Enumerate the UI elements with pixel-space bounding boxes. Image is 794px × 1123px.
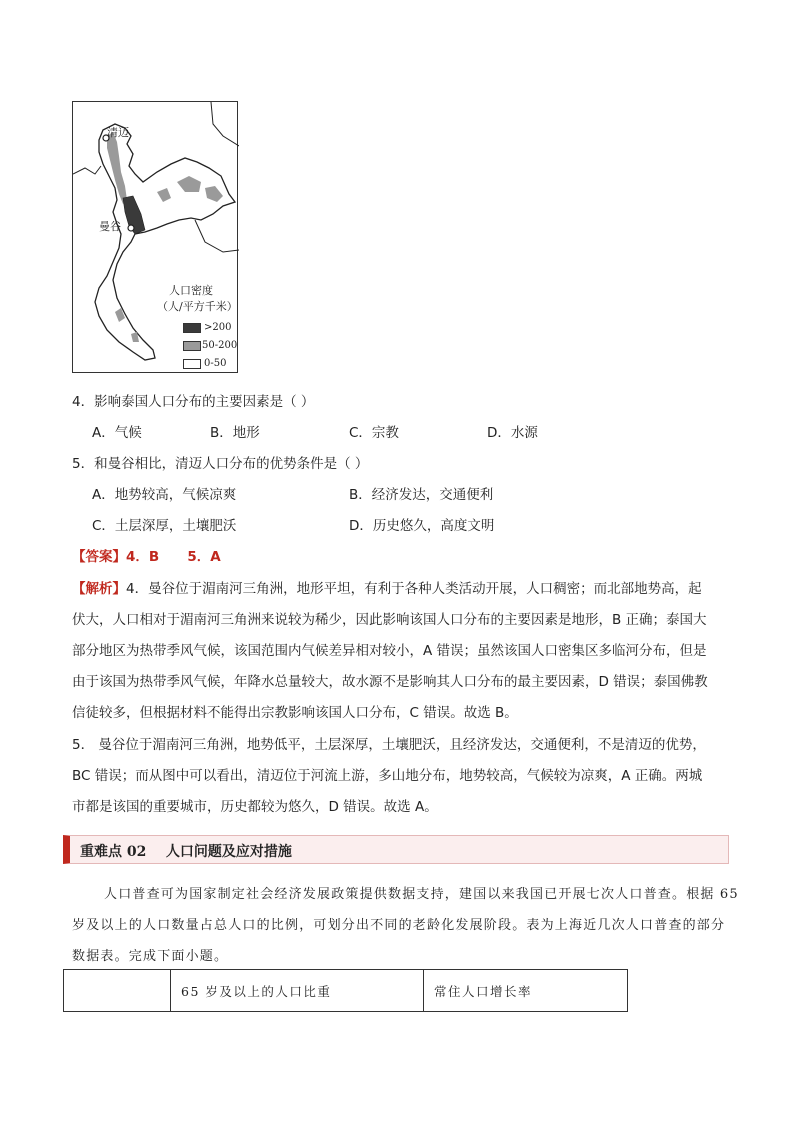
table-header-cell-empty bbox=[64, 970, 171, 1012]
passage-line-2: 岁及以上的人口数量占总人口的比例，可划分出不同的老龄化发展阶段。表为上海近几次人口普查的部分 bbox=[72, 918, 726, 933]
legend-swatch-high bbox=[183, 323, 201, 333]
section-header bbox=[63, 835, 729, 864]
q5-option-c: C．土层深厚，土壤肥沃 bbox=[92, 518, 237, 534]
census-data-table bbox=[63, 969, 628, 1012]
analysis-line-1 bbox=[72, 579, 724, 599]
table-header-cell-growth-rate: 常住人口增长率 bbox=[424, 970, 628, 1012]
border-west bbox=[73, 166, 101, 174]
analysis-line-7: BC 错误；而从图中可以看出，清迈位于河流上游，多山地分布，地势较高，气候较为凉爽，A 正确。两城 bbox=[72, 768, 703, 784]
city-label-bangkok: 曼谷 bbox=[99, 220, 121, 233]
q5-option-b: B．经济发达，交通便利 bbox=[349, 487, 494, 503]
border-northeast bbox=[211, 102, 239, 146]
q4-stem: 4．影响泰国人口分布的主要因素是（ ） bbox=[72, 394, 315, 410]
legend-swatch-mid bbox=[183, 341, 201, 351]
q5-stem: 5．和曼谷相比，清迈人口分布的优势条件是（ ） bbox=[72, 456, 369, 472]
analysis-line-5: 信徒较多，但根据材料不能得出宗教影响该国人口分布，C 错误。故选 B。 bbox=[72, 705, 518, 721]
q4-option-c: C．宗教 bbox=[349, 425, 399, 441]
analysis-text-1: 4．曼谷位于湄南河三角洲，地形平坦，有利于各种人类活动开展，人口稠密；而北部地势高，起 bbox=[126, 581, 702, 597]
q4-option-b: B．地形 bbox=[210, 425, 260, 441]
city-label-chiang-mai: 清迈 bbox=[107, 126, 129, 139]
passage-line-3: 数据表。完成下面小题。 bbox=[72, 949, 229, 964]
bangkok-marker bbox=[128, 225, 134, 231]
table-header-row bbox=[64, 970, 628, 1012]
q5-option-a: A．地势较高，气候凉爽 bbox=[92, 487, 237, 503]
q4-option-d: D．水源 bbox=[487, 425, 538, 441]
thailand-population-map bbox=[72, 101, 238, 373]
legend-unit: （人/平方千米） bbox=[157, 300, 238, 313]
legend-label-high: >200 bbox=[204, 322, 232, 333]
table-header-cell-elderly-ratio: 65 岁及以上的人口比重 bbox=[171, 970, 424, 1012]
analysis-tag: 【解析】 bbox=[72, 581, 126, 597]
analysis-line-8: 市都是该国的重要城市，历史都较为悠久，D 错误。故选 A。 bbox=[72, 799, 438, 815]
border-east bbox=[195, 220, 239, 252]
q5-option-d: D．历史悠久，高度文明 bbox=[349, 518, 495, 534]
answer-tag: 【答案】 bbox=[72, 549, 126, 565]
legend-label-mid: 50-200 bbox=[202, 340, 238, 351]
analysis-line-3: 部分地区为热带季风气候，该国范围内气候差异相对较小，A 错误；虽然该国人口密集区多临河分布，但是 bbox=[72, 643, 707, 659]
answer-text: 4．B 5．A bbox=[126, 549, 221, 565]
analysis-line-4: 由于该国为热带季风气候，年降水总量较大，故水源不是影响其人口分布的最主要因素，D 错误；泰国佛教 bbox=[72, 674, 708, 690]
analysis-line-2: 伏大，人口相对于湄南河三角洲来说较为稀少，因此影响该国人口分布的主要因素是地形，B 正确；泰国大 bbox=[72, 612, 707, 628]
answer-line bbox=[72, 547, 221, 567]
analysis-line-6: 5． 曼谷位于湄南河三角洲，地势低平，土层深厚，土壤肥沃，且经济发达，交通便利，不是清迈的优势， bbox=[72, 737, 706, 753]
legend-title: 人口密度 bbox=[169, 284, 213, 297]
legend-label-low: 0-50 bbox=[204, 358, 227, 369]
q4-option-a: A．气候 bbox=[92, 425, 142, 441]
legend-swatch-low bbox=[183, 359, 201, 369]
map-graphic bbox=[73, 102, 239, 374]
section-title: 重难点 02 人口问题及应对措施 bbox=[80, 844, 292, 860]
passage-line-1: 人口普查可为国家制定社会经济发展政策提供数据支持，建国以来我国已开展七次人口普查。根据 65 bbox=[104, 887, 739, 902]
